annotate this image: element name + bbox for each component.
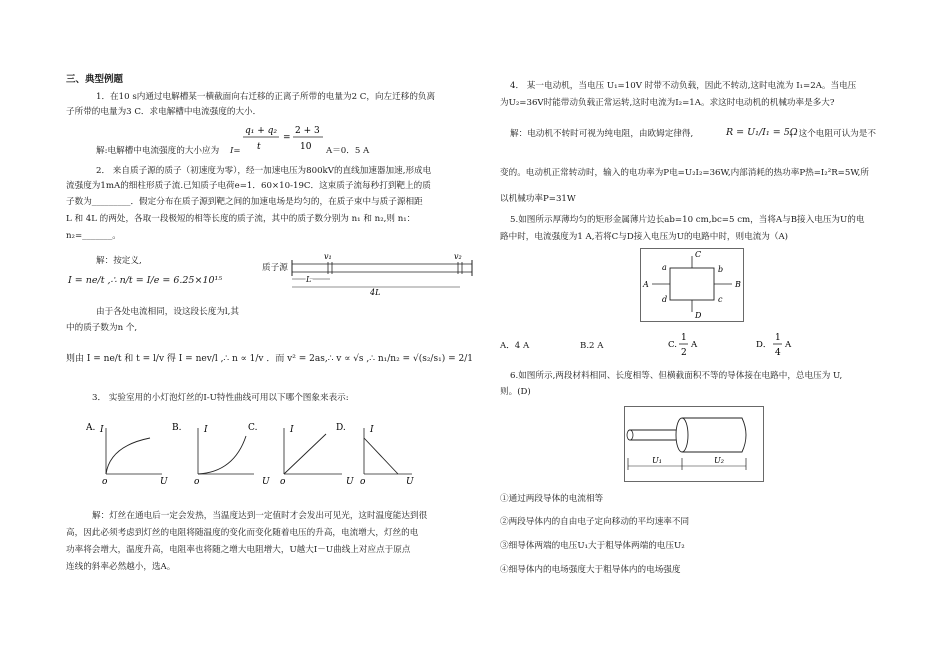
p3-solution-3: 功率将会增大，温度升高，电阻率也将随之增大电阻增大，U越大I－U曲线上对应点于原点 (66, 545, 411, 555)
p2-text-b: 中的质子数为n 个, (66, 323, 138, 333)
thick-end (676, 418, 688, 452)
opt-c-den: 2 (681, 348, 687, 358)
graph-b-y: I (204, 425, 208, 435)
p1-fraction (243, 122, 333, 158)
graph-b-curve (198, 436, 246, 474)
corner-a: a (662, 263, 667, 272)
corner-d: d (662, 295, 668, 304)
p2-formula1: I = ne/t ,∴ n/t = I/e = 6.25×10¹⁵ (68, 275, 223, 286)
p4-solution-2: 变的。电动机正常转动时，输入的电功率为P电=U₂I₂=36W,内部消耗的热功率P热=I₂²R=5W,所 (500, 168, 869, 178)
p6-line2: 则。(D) (500, 387, 531, 397)
graph-d-x: U (406, 477, 414, 487)
4L-label: 4L (370, 288, 381, 296)
graph-a (86, 423, 168, 487)
graph-b-o: o (194, 477, 200, 487)
p1-frac2-num: 2 + 3 (295, 126, 320, 136)
plate-rect (670, 268, 714, 300)
p5-line1: 5.如图所示厚薄均匀的矩形金属薄片边长ab=10 cm,bc=5 cm，当将A与B接入电压为U的电 (510, 215, 865, 225)
p5-option-a: A．4 A (500, 341, 530, 351)
p2-line5: n₂=_______。 (66, 231, 121, 241)
p4-solution-1: 解：电动机不转时可视为纯电阻，由欧姆定律得, (510, 129, 694, 139)
p1-line2: 子所带的电量为3 C．求电解槽中电流强度的大小． (66, 107, 262, 117)
p2-line1: 2． 来自质子源的质子（初速度为零），经一加速电压为800kV的直线加速器加速,形成电 (96, 166, 432, 176)
graph-c-o: o (280, 477, 286, 487)
corner-c: c (718, 295, 723, 304)
terminal-B: B (735, 280, 741, 289)
graph-a-x: U (160, 477, 168, 487)
iu-graphs (86, 418, 416, 490)
graph-a-o: o (102, 477, 108, 487)
terminal-A: A (643, 280, 649, 289)
p1-result: A＝0．5 A (326, 146, 370, 156)
p6-item-3: ③细导体两端的电压U₁大于粗导体两端的电压U₂ (500, 541, 685, 551)
section-title: 三、典型例题 (66, 74, 124, 85)
L-label: L (306, 275, 312, 284)
opt-c-prefix: C. (668, 340, 678, 350)
corner-b: b (718, 265, 724, 274)
p6-item-1: ①通过两段导体的电流相等 (500, 494, 604, 504)
p4-formula: R = U₁/I₁ = 5Ω (726, 127, 798, 138)
terminal-C: C (695, 250, 702, 259)
graph-c-x: U (346, 477, 354, 487)
p2-solution-label: 解：按定义, (96, 256, 142, 266)
graph-c-y: I (290, 425, 294, 435)
p1-symbol-I: I= (230, 146, 241, 156)
p3-solution-1: 解：灯丝在通电后一定会发热，当温度达到一定值时才会发出可见光，这时温度能达到很 (92, 511, 428, 521)
graph-d-line (364, 438, 398, 474)
p4-line1: 4． 某一电动机，当电压 U₁=10V 时带不动负载，因此不转动,这时电流为 I₁=2A。当电压 (510, 81, 857, 91)
p6-item-4: ④细导体内的电场强度大于粗导体内的电场强度 (500, 565, 681, 575)
p4-solution-1b: ，这个电阻可认为是不 (790, 129, 876, 139)
p6-item-2: ②两段导体内的自由电子定向移动的平均速率不同 (500, 517, 690, 527)
p3-solution-2: 高，因此必须考虑到灯丝的电阻将随温度的变化而变化随着电压的升高，电流增大，灯丝的电 (66, 528, 419, 538)
p1-frac1-num: q₁ + q₂ (245, 126, 278, 136)
opt-d-prefix: D． (756, 340, 772, 350)
proton-beam-diagram (290, 250, 480, 296)
p3-question: 3． 实验室用的小灯泡灯丝的I-U特性曲线可用以下哪个图象来表示: (92, 393, 349, 403)
U1-label: U₁ (652, 456, 662, 465)
proton-source-label: 质子源 (262, 263, 288, 273)
p1-frac1-den: t (257, 142, 261, 152)
thin-end (627, 430, 633, 440)
opt-d-unit: A (785, 340, 792, 350)
p5-option-c (668, 330, 712, 360)
p2-formula2: 则由 I = ne/t 和 t = l/v 得 I = nev/l ,∴ n ∝ 1/v ．而 v² = 2as,∴ v ∝ √s ,∴ n₁/n₂ = √(s₂/s₁) = 2/1 (66, 354, 473, 364)
p5-option-b: B.2 A (580, 341, 604, 351)
opt-c-num: 1 (681, 333, 687, 343)
p4-solution-3: 以机械功率P=31W (500, 194, 576, 204)
graph-a-curve (106, 438, 150, 474)
U2-label: U₂ (714, 456, 724, 465)
graph-a-label: A. (86, 423, 96, 433)
graph-d-label: D. (336, 423, 346, 433)
p2-line2: 流强度为1mA的细柱形质子流.已知质子电荷e=1．60×10-19C．这束质子流每秒打到靶上的质 (66, 181, 431, 191)
opt-d-den: 4 (775, 348, 781, 358)
p2-line4: L 和 4L 的两处，各取一段极短的相等长度的质子流，其中的质子数分别为 n₁ 和 n₂,则 n₁： (66, 214, 416, 224)
opt-c-unit: A (691, 340, 698, 350)
p1-frac2-den: 10 (300, 142, 312, 152)
metal-plate-diagram (640, 248, 744, 322)
graph-b-x: U (262, 477, 270, 487)
v1-label: v₁ (324, 252, 332, 261)
p5-line2: 路中时，电流强度为1 A,若将C与D接入电压为U的电路中时，则电流为（A) (500, 232, 789, 242)
p1-eq: = (283, 133, 291, 143)
graph-d-y: I (370, 425, 374, 435)
graph-b-label: B. (172, 423, 182, 433)
thick-conductor (682, 418, 746, 452)
p1-line1: 1．在10 s内通过电解槽某一横截面向右迁移的正离子所带的电量为2 C，向左迁移的负离 (96, 92, 436, 102)
graph-c-label: C. (248, 423, 258, 433)
graph-d-o: o (360, 477, 366, 487)
p6-line1: 6.如图所示,两段材料相同、长度相等、但横截面积不等的导体接在电路中，总电压为 U, (510, 371, 843, 381)
p4-line2: 为U₂=36V时能带动负载正常运转,这时电流为I₂=1A。求这时电动机的机械功率是多大? (500, 98, 835, 108)
p2-line3: 子数为_________．假定分布在质子源到靶之间的加速电场是均匀的，在质子束中与质子源相距 (66, 197, 423, 207)
graph-a-y: I (100, 425, 104, 435)
p5-option-d (756, 330, 806, 360)
terminal-D: D (695, 311, 702, 320)
v2-label: v₂ (454, 252, 462, 261)
opt-d-num: 1 (775, 333, 781, 343)
p2-text-a: 由于各处电流相同，设这段长度为l,其 (96, 307, 239, 317)
graph-c-line (284, 434, 326, 474)
p1-solution-prefix: 解:电解槽中电流强度的大小应为 (96, 146, 220, 156)
conductor-diagram (624, 406, 764, 482)
p3-solution-4: 连线的斜率必然越小，选A。 (66, 562, 176, 572)
